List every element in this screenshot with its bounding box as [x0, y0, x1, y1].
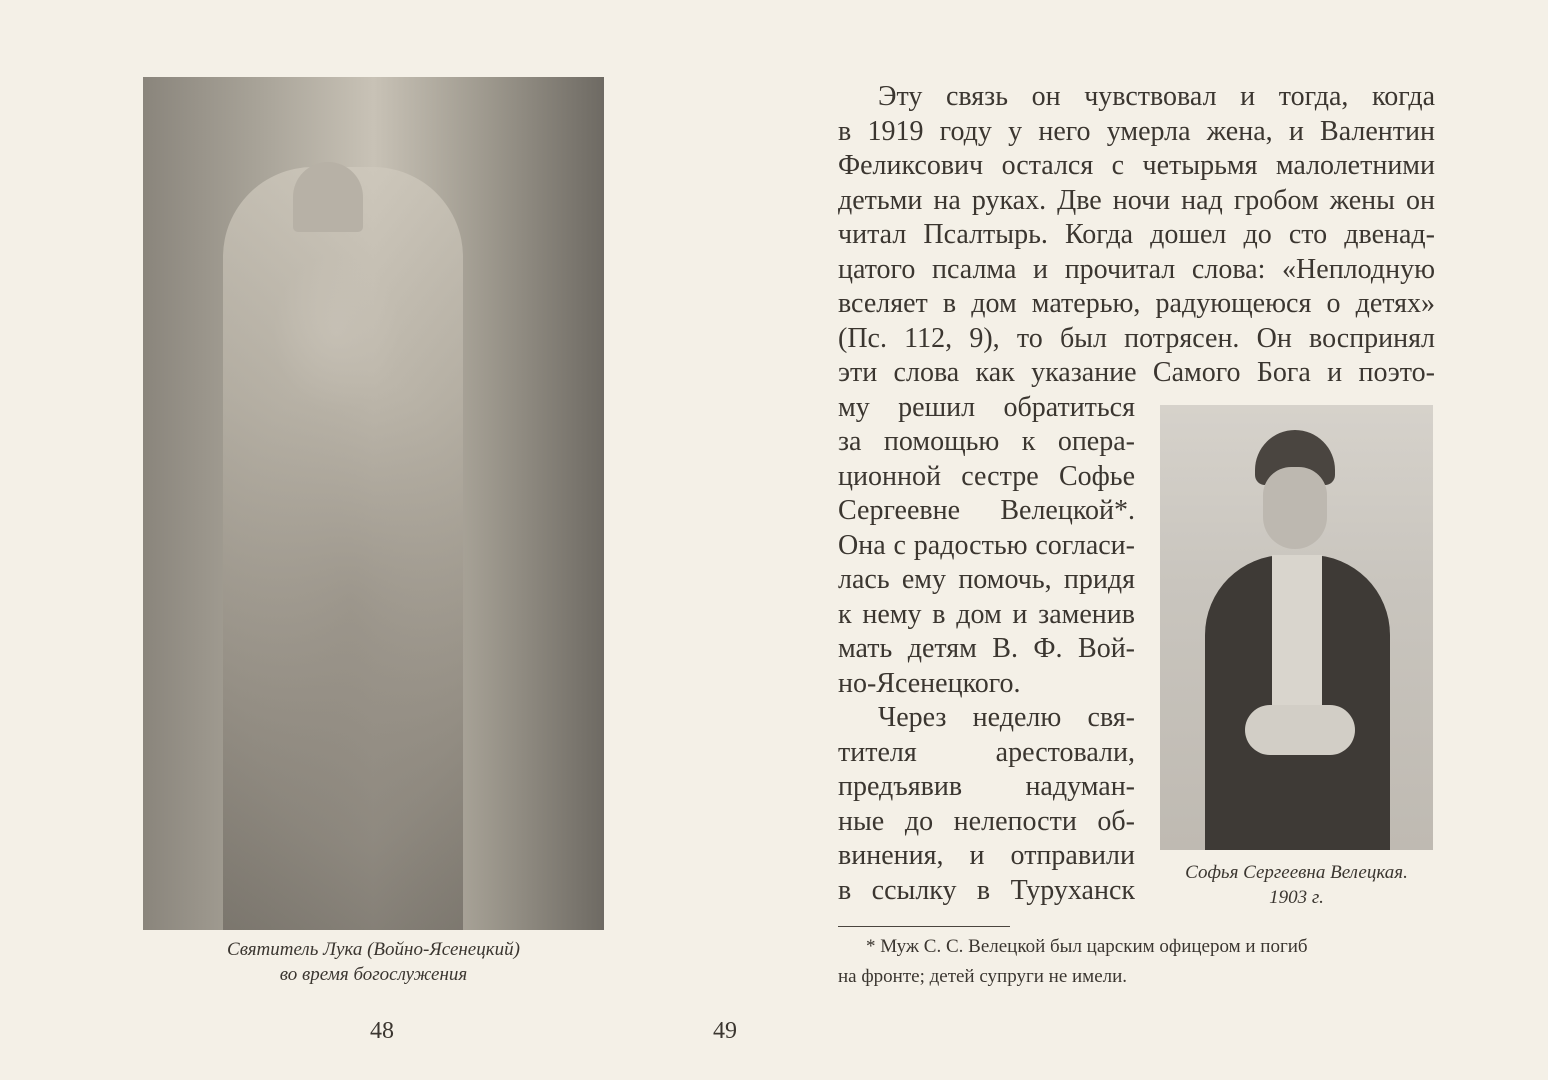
- text-line: читал Псалтырь. Когда дошел до сто двенад-: [838, 219, 1435, 250]
- text-line: цатого псалма и прочитал слова: «Неплодную: [838, 253, 1435, 285]
- text-line: детьми на руках. Две ночи над гробом жены он: [838, 184, 1435, 216]
- caption-line: Святитель Лука (Войно-Ясенецкий): [227, 939, 520, 960]
- text-line: но-Ясенецкого.: [838, 667, 1021, 699]
- page-number-left: 48: [370, 1018, 394, 1044]
- text-line: за помощью к опера-: [838, 426, 1135, 457]
- footnote-rule: [838, 926, 1010, 927]
- photo-caption-left: [143, 937, 604, 987]
- page-number-right: 49: [713, 1018, 737, 1044]
- text-line: мать детям В. Ф. Вой-: [838, 633, 1135, 664]
- figure-face: [1263, 467, 1327, 549]
- text-line: Она с радостью согласи-: [838, 529, 1135, 561]
- text-line: Феликсович остался с четырьмя малолетними: [838, 150, 1435, 181]
- figure-hands: [1245, 705, 1355, 755]
- text-line: Эту связь он чувствовал и тогда, когда: [878, 81, 1435, 112]
- text-line: предъявив надуман-: [838, 771, 1135, 802]
- caption-line: во время богослужения: [279, 964, 468, 985]
- figure-bishop: [223, 167, 463, 930]
- text-line: лась ему помочь, придя: [838, 564, 1135, 595]
- text-line: в ссылку в Туруханск: [838, 874, 1135, 906]
- text-line: Сергеевне Велецкой*.: [838, 495, 1135, 526]
- photo-saint-luke: [143, 77, 604, 930]
- text-line: Через неделю свя-: [878, 702, 1135, 733]
- text-line: к нему в дом и заменив: [838, 598, 1135, 630]
- photo-caption-right: [1160, 860, 1433, 910]
- photo-sofia-veletskaya: [1160, 405, 1433, 850]
- footnote-line: на фронте; детей супруги не имели.: [838, 966, 1128, 987]
- text-line: ционной сестре Софье: [838, 460, 1135, 492]
- text-line: му решил обратиться: [838, 391, 1135, 423]
- caption-line: 1903 г.: [1269, 887, 1324, 908]
- text-line: эти слова как указание Самого Бога и поэто-: [838, 357, 1435, 388]
- text-line: (Пс. 112, 9), то был потрясен. Он воспринял: [838, 322, 1435, 354]
- footnote-line: * Муж С. С. Велецкой был царским офицером и погиб: [866, 936, 1308, 957]
- figure-blouse: [1272, 555, 1322, 705]
- text-line: винения, и отправили: [838, 840, 1135, 871]
- figure-mitre: [293, 162, 363, 232]
- caption-line: Софья Сергеевна Велецкая.: [1185, 862, 1408, 883]
- text-line: тителя арестовали,: [838, 736, 1135, 768]
- text-line: вселяет в дом матерью, радующеюся о детях»: [838, 288, 1435, 319]
- text-line: ные до нелепости об-: [838, 805, 1135, 837]
- text-line: в 1919 году у него умерла жена, и Валентин: [838, 115, 1435, 147]
